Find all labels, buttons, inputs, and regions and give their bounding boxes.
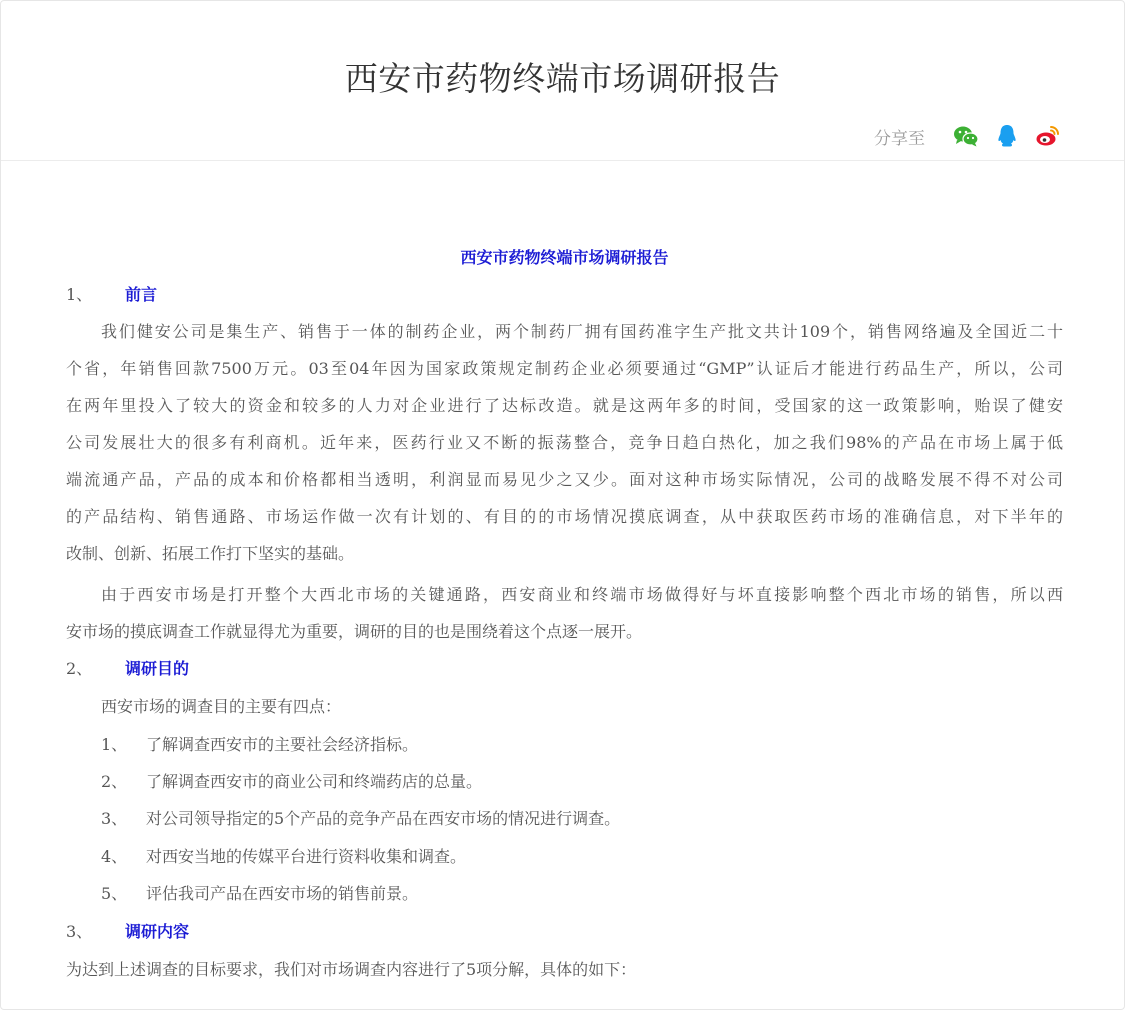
weibo-icon[interactable]	[1034, 122, 1062, 150]
paragraph-line: 公司发展壮大的很多有利商机。近年来，医药行业又不断的振荡整合，竞争日趋白热化，加之我们98%的产品在市场上属于低	[66, 433, 1063, 452]
paragraph-line: 安市场的摸底调查工作就显得尤为重要，调研的目的也是围绕着这个点逐一展开。	[66, 622, 643, 641]
section-heading: 1、 前言	[66, 285, 158, 304]
document-title: 西安市药物终端市场调研报告	[460, 248, 669, 267]
share-label: 分享至	[874, 128, 925, 149]
paragraph-line: 改制、创新、拓展工作打下坚实的基础。	[66, 544, 355, 563]
paragraph-line: 西安市场的调查目的主要有四点：	[101, 697, 342, 716]
list-item: 2、 了解调查西安市的商业公司和终端药店的总量。	[101, 772, 483, 791]
paragraph-line: 我们健安公司是集生产、销售于一体的制药企业，两个制药厂拥有国药准字生产批文共计109个，销售网络遍及全国近二十	[101, 322, 1063, 341]
paragraph-line: 端流通产品，产品的成本和价格都相当透明，利润显而易见少之又少。面对这种市场实际情况，公司的战略发展不得不对公司	[66, 470, 1063, 489]
wechat-icon[interactable]	[952, 122, 980, 150]
list-item: 4、 对西安当地的传媒平台进行资料收集和调查。	[101, 847, 467, 866]
list-item: 5、 评估我司产品在西安市场的销售前景。	[101, 884, 419, 903]
paragraph-line: 个省，年销售回款7500万元。03至04年因为国家政策规定制药企业必须要通过“GMP”认证后才能进行药品生产，所以，公司	[66, 359, 1063, 378]
list-item: 3、 对公司领导指定的5个产品的竞争产品在西安市场的情况进行调查。	[101, 809, 621, 828]
section-heading: 3、 调研内容	[66, 922, 190, 941]
share-bar	[874, 122, 1062, 150]
list-item: 1、 了解调查西安市的主要社会经济指标。	[101, 735, 419, 754]
section-heading: 2、 调研目的	[66, 659, 190, 678]
paragraph-line: 为达到上述调查的目标要求，我们对市场调查内容进行了5项分解，具体的如下：	[66, 960, 637, 979]
paragraph-line: 在两年里投入了较大的资金和较多的人力对企业进行了达标改造。就是这两年多的时间，受国家的这一政策影响，贻误了健安	[66, 396, 1063, 415]
paragraph-line: 由于西安市场是打开整个大西北市场的关键通路，西安商业和终端市场做得好与坏直接影响整个西北市场的销售，所以西	[101, 585, 1063, 604]
article-header	[1, 1, 1124, 161]
page-title: 西安市药物终端市场调研报告	[344, 59, 781, 98]
qq-icon[interactable]	[993, 122, 1021, 150]
paragraph-line: 的产品结构、销售通路、市场运作做一次有计划的、有目的的市场情况摸底调查，从中获取医药市场的准确信息，对下半年的	[66, 507, 1063, 526]
